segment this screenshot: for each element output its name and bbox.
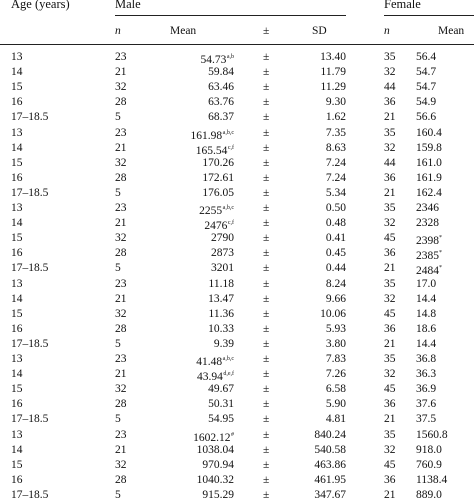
female-mean-cell: 1138.4 bbox=[416, 473, 448, 486]
age-cell: 15 bbox=[11, 307, 23, 320]
male-n-cell: 23 bbox=[115, 202, 127, 214]
female-mean-cell: 17.0 bbox=[416, 277, 437, 290]
plus-minus-cell: ± bbox=[263, 262, 270, 275]
table-row bbox=[0, 337, 474, 352]
table-row bbox=[0, 216, 474, 231]
male-sd-cell: 9.66 bbox=[325, 292, 346, 305]
age-cell: 13 bbox=[11, 277, 23, 290]
female-n-cell: 35 bbox=[384, 353, 396, 365]
plus-minus-cell: ± bbox=[263, 292, 270, 305]
male-mean-cell: 59.84 bbox=[208, 66, 234, 79]
female-n-cell: 45 bbox=[384, 307, 396, 320]
age-cell: 16 bbox=[11, 171, 23, 184]
female-n-cell: 35 bbox=[384, 126, 396, 139]
plus-minus-cell: ± bbox=[263, 96, 270, 109]
table-row bbox=[0, 428, 474, 443]
male-mean-cell-footnote-marker: a,b,c bbox=[222, 129, 234, 136]
female-mean-cell: 18.6 bbox=[416, 322, 437, 335]
table-row bbox=[0, 186, 474, 201]
male-mean-cell-footnote-marker: a,b,c bbox=[222, 205, 234, 211]
female-mean-cell-footnote-marker: * bbox=[439, 235, 442, 242]
age-cell: 16 bbox=[11, 473, 23, 486]
male-n-cell: 5 bbox=[115, 337, 121, 350]
male-sd-cell: 5.34 bbox=[325, 186, 346, 199]
male-mean-cell: 54.95 bbox=[208, 413, 234, 426]
plus-minus-cell: ± bbox=[263, 458, 270, 471]
male-header: Male bbox=[115, 0, 141, 11]
female-n-cell: 32 bbox=[384, 443, 396, 456]
male-mean-cell: 68.37 bbox=[208, 111, 234, 124]
female-n-cell: 35 bbox=[384, 51, 396, 63]
male-sd-cell: 8.24 bbox=[325, 277, 346, 290]
male-sd-cell: 1.62 bbox=[325, 111, 346, 124]
age-cell: 17–18.5 bbox=[11, 111, 49, 124]
female-mean-cell: 54.7 bbox=[416, 81, 437, 94]
female-mean-cell: 56.6 bbox=[416, 111, 437, 124]
female-mean-cell: 2385* bbox=[416, 250, 442, 263]
female-n-cell: 36 bbox=[384, 171, 396, 184]
female-n-subheader: n bbox=[384, 25, 390, 37]
male-mean-cell: 161.98$^{a,b,c}$ bbox=[190, 129, 234, 142]
male-n-cell: 32 bbox=[115, 307, 127, 320]
female-n-cell: 45 bbox=[384, 458, 396, 471]
male-n-cell: 23 bbox=[115, 126, 127, 139]
plus-minus-cell: ± bbox=[263, 51, 270, 63]
plus-minus-cell: ± bbox=[263, 368, 270, 381]
age-cell: 16 bbox=[11, 247, 23, 260]
plus-minus-cell: ± bbox=[263, 232, 270, 245]
male-n-cell: 32 bbox=[115, 458, 127, 471]
table-row bbox=[0, 110, 474, 125]
age-cell: 14 bbox=[11, 368, 23, 381]
age-header: Age (years) bbox=[11, 0, 70, 11]
table-row bbox=[0, 307, 474, 322]
male-n-cell: 21 bbox=[115, 141, 127, 154]
female-mean-cell: 1560.8 bbox=[416, 428, 448, 441]
plus-minus-cell: ± bbox=[263, 488, 270, 501]
plus-minus-cell: ± bbox=[263, 322, 270, 335]
male-sd-cell: 11.79 bbox=[320, 66, 346, 79]
table-row bbox=[0, 261, 474, 276]
female-n-cell: 36 bbox=[384, 398, 396, 411]
plus-minus-cell: ± bbox=[263, 337, 270, 350]
age-cell: 14 bbox=[11, 141, 23, 154]
age-cell: 13 bbox=[11, 202, 23, 214]
female-n-cell: 32 bbox=[384, 141, 396, 154]
male-mean-cell-footnote-marker: d,e,f bbox=[223, 371, 234, 378]
age-cell: 15 bbox=[11, 81, 23, 94]
male-n-cell: 21 bbox=[115, 443, 127, 456]
female-n-cell: 44 bbox=[384, 156, 396, 169]
male-n-cell: 28 bbox=[115, 171, 127, 184]
female-n-cell: 21 bbox=[384, 111, 396, 124]
female-n-cell: 32 bbox=[384, 217, 396, 230]
male-sd-cell: 3.80 bbox=[325, 337, 346, 350]
female-mean-cell: 56.4 bbox=[416, 51, 437, 63]
female-n-cell: 21 bbox=[384, 413, 396, 426]
plus-minus-cell: ± bbox=[263, 428, 270, 441]
female-mean-cell-footnote-marker: * bbox=[439, 265, 442, 272]
age-cell: 17–18.5 bbox=[11, 337, 49, 350]
male-n-cell: 28 bbox=[115, 96, 127, 109]
age-cell: 15 bbox=[11, 156, 23, 169]
male-mean-subheader: Mean bbox=[170, 25, 197, 37]
table-row bbox=[0, 382, 474, 397]
male-mean-cell-footnote-marker: # bbox=[231, 431, 234, 438]
male-n-cell: 5 bbox=[115, 262, 121, 275]
male-n-cell: 32 bbox=[115, 232, 127, 245]
table-row bbox=[0, 65, 474, 80]
female-mean-cell: 14.8 bbox=[416, 307, 437, 320]
male-mean-cell: 970.94 bbox=[202, 458, 234, 471]
plus-minus-cell: ± bbox=[263, 202, 270, 214]
male-mean-cell: 54.73$^{a,b}$ bbox=[200, 54, 234, 66]
female-mean-cell: 160.4 bbox=[416, 126, 442, 139]
male-n-cell: 5 bbox=[115, 111, 121, 124]
age-cell: 13 bbox=[11, 126, 23, 139]
female-n-cell: 36 bbox=[384, 322, 396, 335]
female-mean-cell: 159.8 bbox=[416, 141, 442, 154]
female-n-cell: 21 bbox=[384, 337, 396, 350]
plus-minus-cell: ± bbox=[263, 473, 270, 486]
female-n-cell: 32 bbox=[384, 66, 396, 79]
table-row bbox=[0, 246, 474, 261]
male-sd-cell: 8.63 bbox=[325, 141, 346, 154]
female-mean-cell: 36.9 bbox=[416, 383, 437, 396]
male-mean-cell: 170.26 bbox=[202, 156, 234, 169]
female-n-cell: 21 bbox=[384, 186, 396, 199]
age-cell: 15 bbox=[11, 232, 23, 245]
male-mean-cell: 2255$^{a,b,c}$ bbox=[199, 205, 234, 217]
male-sd-cell: 11.29 bbox=[320, 81, 346, 94]
female-mean-cell: 37.5 bbox=[416, 413, 437, 426]
table-row bbox=[0, 171, 474, 186]
female-n-cell: 35 bbox=[384, 202, 396, 214]
male-sd-cell: 5.93 bbox=[325, 322, 346, 335]
table-row bbox=[0, 277, 474, 292]
table-row bbox=[0, 397, 474, 412]
age-cell: 14 bbox=[11, 443, 23, 456]
male-n-cell: 28 bbox=[115, 398, 127, 411]
male-n-cell: 28 bbox=[115, 322, 127, 335]
male-n-cell: 23 bbox=[115, 277, 127, 290]
table-row bbox=[0, 443, 474, 458]
female-mean-cell: 36.3 bbox=[416, 368, 437, 381]
female-mean-cell: 37.6 bbox=[416, 398, 437, 411]
age-cell: 13 bbox=[11, 428, 23, 441]
female-mean-cell: 14.4 bbox=[416, 337, 437, 350]
male-mean-cell-footnote-marker: c,f bbox=[227, 220, 234, 227]
male-n-cell: 5 bbox=[115, 186, 121, 199]
sd-subheader: SD bbox=[312, 25, 327, 37]
age-cell: 13 bbox=[11, 353, 23, 365]
plus-minus-cell: ± bbox=[263, 413, 270, 426]
age-cell: 14 bbox=[11, 292, 23, 305]
female-n-cell: 21 bbox=[384, 488, 396, 501]
female-mean-cell: 2484* bbox=[416, 265, 442, 278]
male-sd-cell: 7.24 bbox=[325, 171, 346, 184]
table-row bbox=[0, 458, 474, 473]
female-header-rule bbox=[384, 15, 474, 16]
subheader-rule bbox=[0, 44, 474, 45]
female-mean-cell: 161.0 bbox=[416, 156, 442, 169]
plus-minus-cell: ± bbox=[263, 141, 270, 154]
table-row bbox=[0, 201, 474, 216]
male-mean-cell: 11.36 bbox=[208, 307, 234, 320]
male-n-cell: 21 bbox=[115, 368, 127, 381]
age-cell: 15 bbox=[11, 458, 23, 471]
age-cell: 16 bbox=[11, 398, 23, 411]
plus-minus-cell: ± bbox=[263, 353, 270, 365]
male-mean-cell: 9.39 bbox=[213, 337, 234, 350]
male-sd-cell: 9.30 bbox=[325, 96, 346, 109]
male-n-cell: 5 bbox=[115, 413, 121, 426]
female-n-cell: 36 bbox=[384, 96, 396, 109]
male-sd-cell: 461.95 bbox=[314, 473, 346, 486]
male-mean-cell-footnote-marker: a,b,c bbox=[222, 356, 234, 362]
female-mean-cell: 760.9 bbox=[416, 458, 442, 471]
plus-minus-cell: ± bbox=[263, 398, 270, 411]
male-mean-cell: 49.67 bbox=[208, 383, 234, 396]
plus-minus-cell: ± bbox=[263, 307, 270, 320]
female-n-cell: 36 bbox=[384, 247, 396, 260]
male-sd-cell: 463.86 bbox=[314, 458, 346, 471]
age-cell: 17–18.5 bbox=[11, 262, 49, 275]
male-n-cell: 23 bbox=[115, 353, 127, 365]
male-n-cell: 21 bbox=[115, 217, 127, 230]
plus-minus-cell: ± bbox=[263, 81, 270, 94]
male-mean-cell-footnote-marker: c,f bbox=[227, 144, 234, 151]
age-cell: 16 bbox=[11, 322, 23, 335]
plus-minus-cell: ± bbox=[263, 277, 270, 290]
male-n-cell: 28 bbox=[115, 247, 127, 260]
age-cell: 15 bbox=[11, 383, 23, 396]
table-row bbox=[0, 156, 474, 171]
plus-minus-cell: ± bbox=[263, 186, 270, 199]
male-mean-cell: 63.76 bbox=[208, 96, 234, 109]
male-mean-cell: 3201 bbox=[211, 262, 234, 275]
male-sd-cell: 347.67 bbox=[314, 488, 346, 501]
female-n-cell: 32 bbox=[384, 368, 396, 381]
age-cell: 17–18.5 bbox=[11, 488, 49, 501]
male-n-cell: 32 bbox=[115, 156, 127, 169]
male-mean-cell: 50.31 bbox=[208, 398, 234, 411]
plus-minus-cell: ± bbox=[263, 217, 270, 230]
plus-minus-cell: ± bbox=[263, 171, 270, 184]
male-mean-cell: 11.18 bbox=[208, 277, 234, 290]
male-mean-cell: 1040.32 bbox=[196, 473, 234, 486]
male-sd-cell: 7.24 bbox=[325, 156, 346, 169]
female-mean-cell: 2328 bbox=[416, 217, 439, 230]
table-row bbox=[0, 141, 474, 156]
female-mean-cell: 161.9 bbox=[416, 171, 442, 184]
male-n-cell: 32 bbox=[115, 81, 127, 94]
male-sd-cell: 7.26 bbox=[325, 368, 346, 381]
table-row bbox=[0, 352, 474, 367]
male-mean-cell: 43.94$^{d,e,f}$ bbox=[196, 371, 234, 384]
female-mean-cell: 162.4 bbox=[416, 186, 442, 199]
male-mean-cell-footnote-marker: a,b bbox=[226, 54, 234, 60]
male-n-cell: 23 bbox=[115, 51, 127, 63]
table-row bbox=[0, 80, 474, 95]
plus-minus-cell: ± bbox=[263, 443, 270, 456]
female-mean-cell: 918.0 bbox=[416, 443, 442, 456]
plus-minus-cell: ± bbox=[263, 247, 270, 260]
table-row bbox=[0, 50, 474, 65]
male-mean-cell: 165.54$^{c,f}$ bbox=[195, 144, 234, 157]
table-row bbox=[0, 126, 474, 141]
male-mean-cell: 1602.12# bbox=[193, 431, 234, 444]
male-mean-cell: 172.61 bbox=[202, 171, 234, 184]
male-header-rule bbox=[115, 15, 346, 16]
male-sd-cell: 5.90 bbox=[325, 398, 346, 411]
male-sd-cell: 0.41 bbox=[325, 232, 346, 245]
plus-minus-cell: ± bbox=[263, 66, 270, 79]
table-row bbox=[0, 488, 474, 503]
female-n-cell: 21 bbox=[384, 262, 396, 275]
male-sd-cell: 0.48 bbox=[325, 217, 346, 230]
table-row bbox=[0, 473, 474, 488]
plus-minus-cell: ± bbox=[263, 156, 270, 169]
male-n-subheader: n bbox=[115, 25, 121, 37]
male-sd-cell: 10.06 bbox=[320, 307, 346, 320]
pm-subheader: ± bbox=[263, 25, 270, 37]
male-mean-cell: 10.33 bbox=[208, 322, 234, 335]
male-sd-cell: 4.81 bbox=[325, 413, 346, 426]
male-mean-cell: 915.29 bbox=[202, 488, 234, 501]
table-row bbox=[0, 95, 474, 110]
female-mean-cell: 889.0 bbox=[416, 488, 442, 501]
age-cell: 17–18.5 bbox=[11, 186, 49, 199]
male-mean-cell: 41.48$^{a,b,c}$ bbox=[196, 356, 234, 368]
male-mean-cell: 1038.04 bbox=[196, 443, 234, 456]
age-cell: 13 bbox=[11, 51, 23, 63]
female-n-cell: 35 bbox=[384, 428, 396, 441]
female-n-cell: 32 bbox=[384, 292, 396, 305]
male-mean-cell: 2873 bbox=[211, 247, 234, 260]
male-mean-cell: 13.47 bbox=[208, 292, 234, 305]
male-mean-cell: 63.46 bbox=[208, 81, 234, 94]
table-row bbox=[0, 412, 474, 427]
plus-minus-cell: ± bbox=[263, 126, 270, 139]
age-cell: 14 bbox=[11, 66, 23, 79]
female-n-cell: 44 bbox=[384, 81, 396, 94]
plus-minus-cell: ± bbox=[263, 111, 270, 124]
male-n-cell: 28 bbox=[115, 473, 127, 486]
male-mean-cell: 2790 bbox=[211, 232, 234, 245]
female-n-cell: 45 bbox=[384, 232, 396, 245]
male-sd-cell: 6.58 bbox=[325, 383, 346, 396]
male-sd-cell: 7.35 bbox=[325, 126, 346, 139]
male-n-cell: 21 bbox=[115, 66, 127, 79]
table-row bbox=[0, 367, 474, 382]
male-sd-cell: 7.83 bbox=[325, 353, 346, 365]
age-cell: 16 bbox=[11, 96, 23, 109]
male-sd-cell: 13.40 bbox=[320, 51, 346, 63]
table-row bbox=[0, 292, 474, 307]
female-mean-cell: 2398* bbox=[416, 235, 442, 248]
age-cell: 17–18.5 bbox=[11, 413, 49, 426]
female-n-cell: 45 bbox=[384, 383, 396, 396]
male-mean-cell: 2476$^{c,f}$ bbox=[204, 220, 234, 233]
female-mean-subheader: Mean bbox=[438, 25, 465, 37]
male-sd-cell: 840.24 bbox=[314, 428, 346, 441]
plus-minus-cell: ± bbox=[263, 383, 270, 396]
table-row bbox=[0, 322, 474, 337]
male-sd-cell: 540.58 bbox=[314, 443, 346, 456]
male-n-cell: 23 bbox=[115, 428, 127, 441]
female-mean-cell: 14.4 bbox=[416, 292, 437, 305]
age-cell: 14 bbox=[11, 217, 23, 230]
male-sd-cell: 0.45 bbox=[325, 247, 346, 260]
female-mean-cell: 54.9 bbox=[416, 96, 437, 109]
male-n-cell: 5 bbox=[115, 488, 121, 501]
female-mean-cell: 36.8 bbox=[416, 353, 437, 365]
female-n-cell: 36 bbox=[384, 473, 396, 486]
female-mean-cell: 54.7 bbox=[416, 66, 437, 79]
male-n-cell: 21 bbox=[115, 292, 127, 305]
male-mean-cell: 176.05 bbox=[202, 186, 234, 199]
female-mean-cell: 2346 bbox=[416, 202, 439, 214]
table-row bbox=[0, 231, 474, 246]
male-sd-cell: 0.44 bbox=[325, 262, 346, 275]
female-header: Female bbox=[384, 0, 421, 11]
male-n-cell: 32 bbox=[115, 383, 127, 396]
female-n-cell: 35 bbox=[384, 277, 396, 290]
female-mean-cell-footnote-marker: * bbox=[439, 250, 442, 257]
male-sd-cell: 0.50 bbox=[325, 202, 346, 214]
